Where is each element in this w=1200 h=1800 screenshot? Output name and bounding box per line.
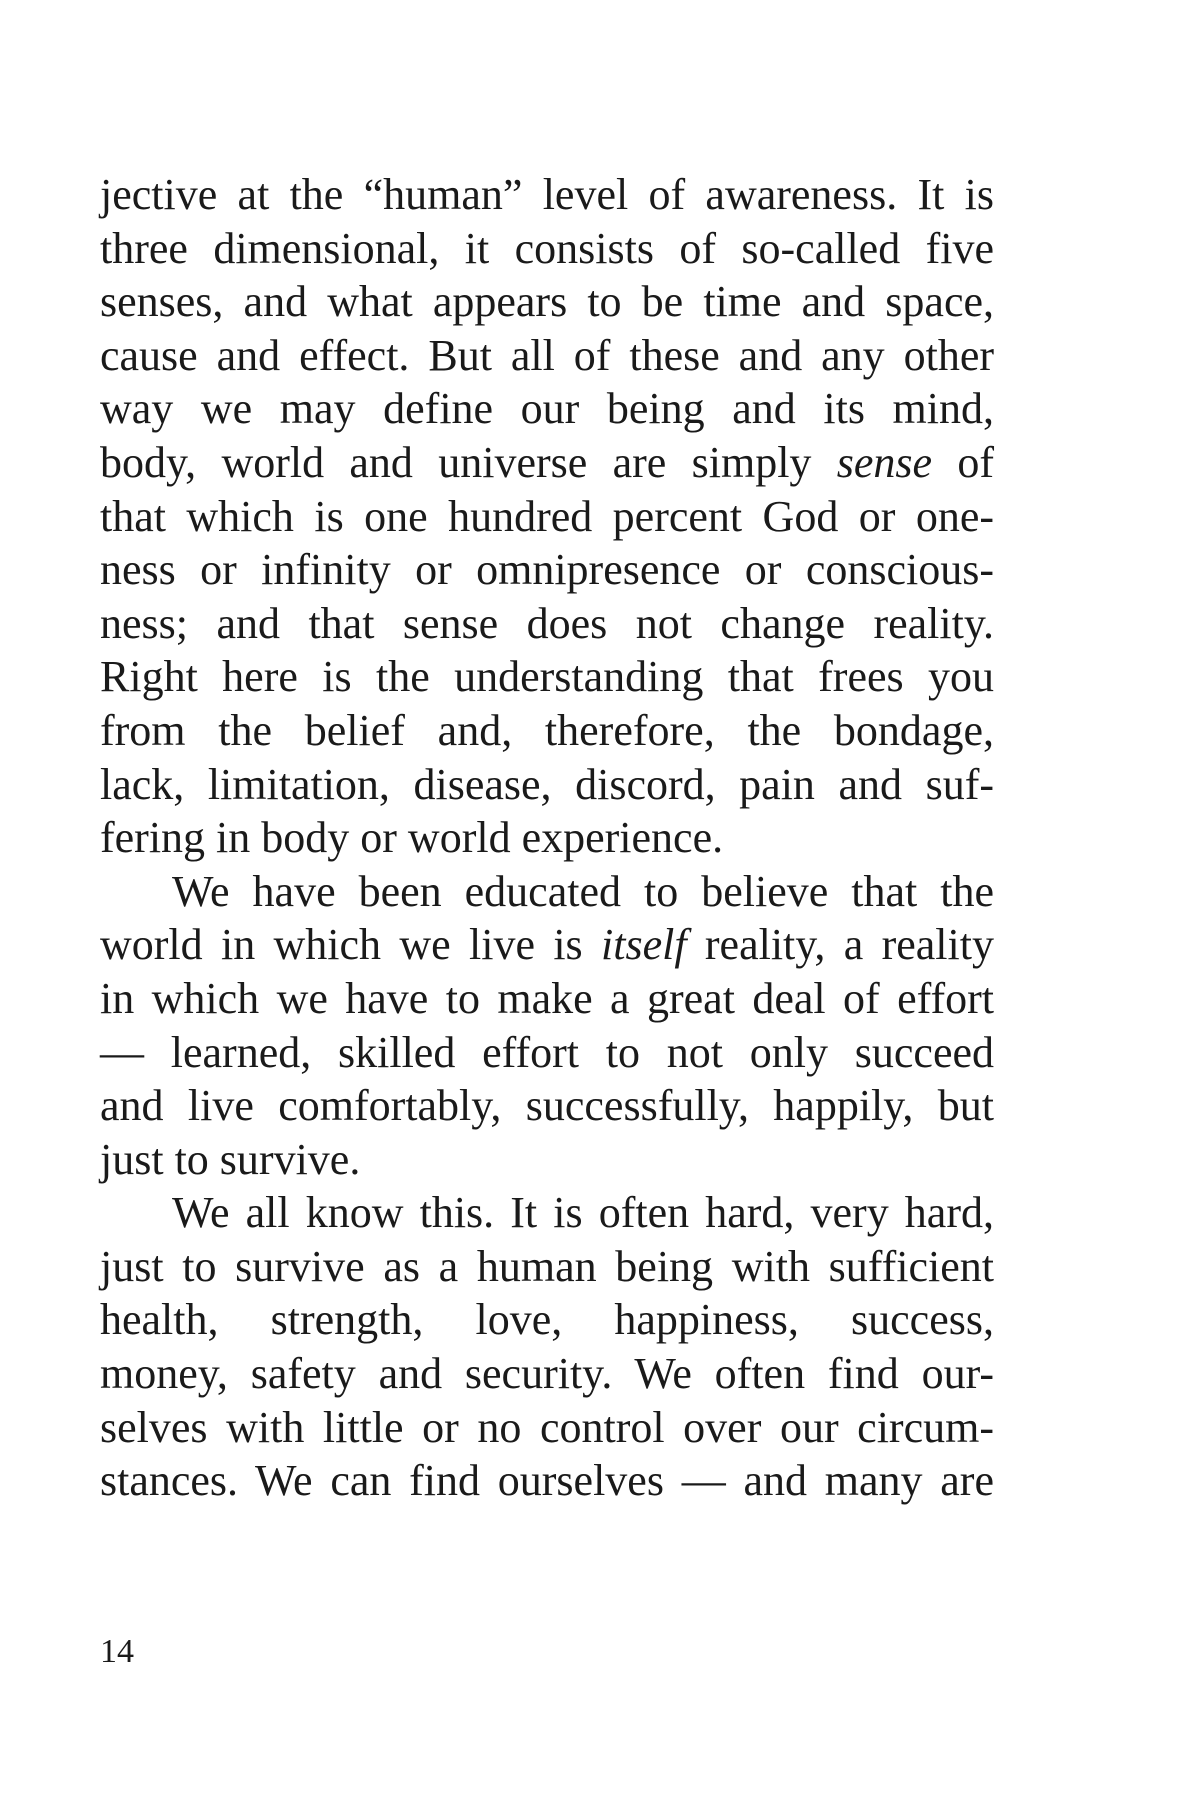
text-line: senses, and what appears to be time and space, xyxy=(100,277,994,327)
paragraph xyxy=(100,865,994,1187)
text-line: fering in body or world experience. xyxy=(100,813,724,863)
text-line: — learned, skilled effort to not only succeed xyxy=(100,1027,994,1077)
text-line: just to survive as a human being with sufficient xyxy=(100,1241,994,1291)
text-line: jective at the “human” level of awareness. It is xyxy=(100,170,994,219)
body-text xyxy=(100,168,994,1508)
text-line: and live comfortably, successfully, happily, but xyxy=(100,1081,994,1131)
text-line: body, world and universe are simply sense of xyxy=(100,437,995,487)
text-line: ness or infinity or omnipresence or conscious- xyxy=(100,545,994,595)
text-line: way we may define our being and its mind, xyxy=(100,384,994,434)
emphasis-text: itself xyxy=(601,920,687,970)
text-line: that which is one hundred percent God or one- xyxy=(100,491,994,541)
text-line: ness; and that sense does not change reality. xyxy=(100,598,994,648)
text-line: We have been educated to believe that the xyxy=(172,866,994,916)
text-line: cause and effect. But all of these and any other xyxy=(100,330,994,380)
text-line: three dimensional, it consists of so-called five xyxy=(100,223,994,273)
text-line: from the belief and, therefore, the bondage, xyxy=(100,705,994,755)
text-line: selves with little or no control over our circum- xyxy=(100,1402,994,1452)
text-line: in which we have to make a great deal of effort xyxy=(100,973,994,1023)
paragraph xyxy=(100,1186,994,1508)
text-line: just to survive. xyxy=(100,1134,361,1184)
text-line: We all know this. It is often hard, very hard, xyxy=(172,1188,994,1238)
page-number: 14 xyxy=(100,1633,134,1670)
text-line: lack, limitation, disease, discord, pain and suf- xyxy=(100,759,994,809)
emphasis-text: sense xyxy=(836,437,933,487)
text-line: stances. We can find ourselves — and many are xyxy=(100,1456,994,1506)
paragraph xyxy=(100,168,994,865)
text-line: world in which we live is itself reality, a reality xyxy=(100,920,994,970)
text-line: health, strength, love, happiness, success, xyxy=(100,1295,994,1345)
text-line: Right here is the understanding that frees you xyxy=(100,652,994,702)
text-line: money, safety and security. We often find our- xyxy=(100,1349,994,1399)
